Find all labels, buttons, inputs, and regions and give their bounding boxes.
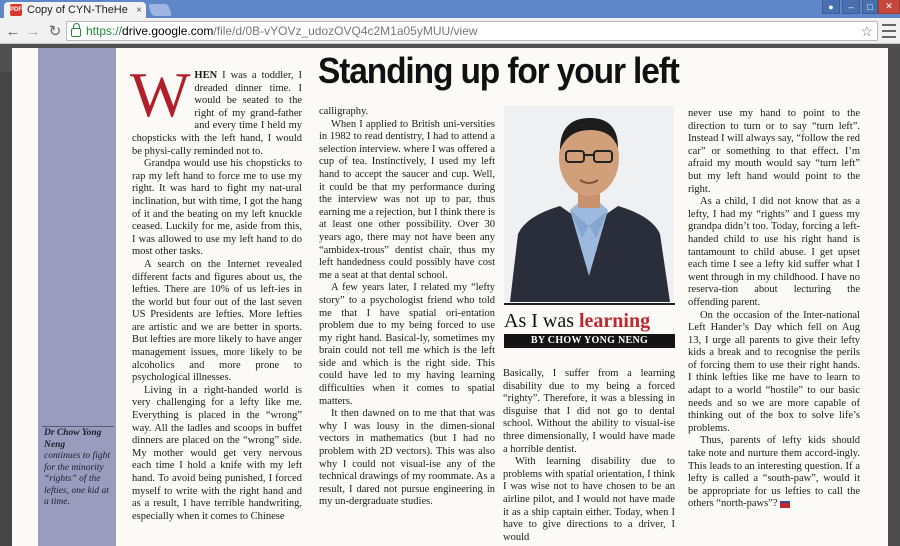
browser-toolbar [0, 18, 900, 44]
address-bar[interactable] [66, 21, 878, 41]
forward-arrow-icon[interactable]: → [25, 22, 41, 40]
byline: BY CHOW YONG NENG [504, 334, 675, 348]
document-page [12, 48, 888, 546]
caption-text: continues to fight for the minority “rights” of the lefties, one kid at a time. [44, 451, 110, 507]
back-arrow-icon[interactable]: ← [5, 22, 21, 40]
closing-text: Thus, parents of lefty kids should take note and nurture them accord-ingly. This leads to an interesting question. If a lefty is called a “south-paw”, would it be appropriate for us lefties to call the others “north-paws”? [688, 435, 860, 510]
paragraph: Grandpa would use his chopsticks to rap my left hand to force me to use my right. It was hard to fight my nat-ural inclination, but with time, I got the hang of it and the beating on my left knuckle ceased. Luckily for me, aside from this, I was allowed to use my left hand to do most other tasks. [132, 158, 302, 258]
lead-paragraph [130, 59, 302, 158]
tab-close-icon[interactable]: × [136, 4, 142, 16]
paragraph: Basically, I suffer from a learning disability due to my being a forced “righty”. Therefore, it was a blessing in disguise that I did not go to dental school. Without the ability to visual-ise three dimensionally, I would have made a horrible dentist. [503, 368, 675, 455]
tab-document[interactable] [4, 2, 146, 18]
paragraph: A few years later, I related my “lefty story” to a psychologist friend who told me that I have spatial ori-entation problem due to my being forced to use my right hand. Basical-ly, sometimes my brain could not tell me which is the left side and which is the right side. This could have led to my having learning difficulties when it comes to spatial matters. [319, 282, 495, 407]
author-photo [504, 106, 674, 302]
paragraph: When I applied to British uni-versities in 1982 to read dentistry, I had to attend a selection interview. where I was offered a cup of tea. Instinctively, I used my left hand to accept the saucer and cup. Well, it could be that my performance during the interview was not up to par, thus earning me a rejection, but I think there is at least one other possibility. Over 30 years ago, there may not have been any “ambidex-trous” dentist chair, thus my left handedness could possibly have cost me a seat at that dental school. [319, 118, 495, 281]
photo-caption [44, 428, 114, 509]
lock-icon [71, 28, 81, 37]
user-icon[interactable]: ● [822, 0, 840, 14]
article-column-1 [130, 59, 302, 523]
url-path: /file/d/0B-vYOVz_udozOVQ4c2M1a05yMUU/view [213, 24, 478, 38]
author-portrait-illustration [504, 106, 674, 302]
pdf-viewer [0, 44, 900, 546]
article-column-4 [688, 108, 860, 511]
drop-cap: W [130, 59, 191, 130]
caption-name: Dr Chow Yong Neng [44, 428, 102, 450]
lead-strong: HEN [194, 70, 218, 81]
subhead-emphasis: learning [579, 310, 651, 332]
minimize-button[interactable]: – [842, 0, 860, 14]
paragraph: calligraphy. [319, 106, 369, 117]
paragraph: I was a toddler, I dreaded dinner time. I would be seated to the right of my grand-father and every time I held my chopsticks with the left hand, I would be physi-cally reminded not to. [132, 70, 302, 157]
caption-rule [42, 426, 114, 427]
paragraph: With learning disability due to problems with spatial orientation, I think I was wise not to have chosen to be an airline pilot, and I would not have made it as a ship captain either. Today, when I have to give directions to a driver, I would [503, 456, 675, 543]
article-column-3 [503, 368, 675, 544]
end-flag-icon [780, 501, 790, 508]
paragraph: Living in a right-handed world is very challenging for a lefty like me. Everything is placed in the “wrong” way. All the ladles and scoops in buffet dinners are placed on the “wrong” side. My mother would get very nervous each time I hold a knife with my left hand. To avoid being punished, I forced myself to write with the right hand and as a result, I have terrible handwriting, especially when it comes to Chinese [132, 384, 302, 522]
tab-title: Copy of CYN-TheHe [27, 4, 128, 16]
article-column-2 [319, 106, 495, 509]
menu-icon[interactable] [882, 24, 896, 38]
subhead [504, 310, 650, 333]
headline: Standing up for your left [318, 50, 679, 91]
paragraph: It then dawned on to me that that was why I was lousy in the dimen-sional vectors in mathematics (but I had no problem with 2D vectors). This was also why I could not visual-ise any of the technical drawings of my roommate. As a result, I dared not pursue engineering in my un-dergraduate studies. [319, 408, 495, 508]
pdf-icon: PDF [10, 4, 22, 16]
bookmark-star-icon[interactable]: ☆ [860, 22, 873, 39]
scrollbar[interactable] [888, 48, 900, 546]
subhead-prefix: As I was [504, 310, 579, 332]
url-host: drive.google.com [122, 24, 214, 38]
paragraph: A search on the Internet revealed different facts and figures about us, the lefties. There are 10% of us left-ies in the world but four out of the last seven US Presidents are lefties. More lefties are artistic and we are better in sports. But lefties are more likely to have anger management issues, more likely to be alcoholics and more prone to psychological illnesses. [132, 258, 302, 384]
url-scheme: https:// [86, 24, 123, 38]
window-close-button[interactable]: ✕ [878, 0, 900, 14]
maximize-button[interactable]: □ [862, 0, 878, 14]
paragraph: never use my hand to point to the direction to turn or to say “turn left”. Instead I will always say, “follow the red car” or something to that effect. I’m afraid my mouth would say “turn left” but my left hand would point to the right. [688, 108, 860, 195]
photo-rule [504, 303, 675, 305]
paragraph: As a child, I did not know that as a lefty, I had my “rights” and I guess my grandpa didn’t too. Today, forcing a left-handed child to use his right hand is tantamount to child abuse. I get upset each time I see a lefty kid suffer what I went through in my childhood. I have no reserva-tion about lecturing the offending parent. [688, 196, 860, 308]
new-tab-button[interactable] [148, 4, 172, 16]
tab-strip [0, 0, 900, 18]
paragraph: On the occasion of the Inter-national Left Hander’s Day which fell on Aug 13, I urge all parents to give their lefty kids a break and to recognise the perils of forcing them to use their right hands. I think lefties like me have to learn to adapt to a world “hostile” to our basic needs and so we are more capable of thinking out of the box to solve life’s problems. [688, 309, 860, 434]
paragraph [688, 435, 860, 511]
reload-icon[interactable]: ↻ [48, 23, 62, 40]
